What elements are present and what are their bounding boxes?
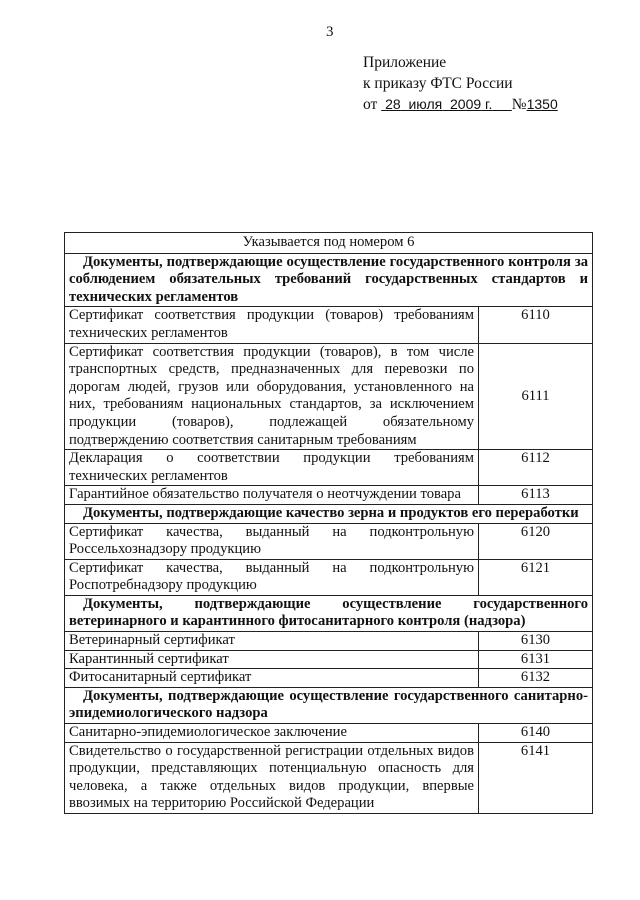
table-row [65,343,593,450]
document-code: 6131 [479,650,593,669]
table-row [65,307,593,343]
table-row [65,523,593,559]
appendix-date-line [363,94,558,115]
section-title: Документы, подтверждающие осуществление государственного контроля за соблюдением обязательных требований государственных стандартов и технических регламентов [65,253,593,307]
table-row [65,669,593,688]
date-suffix: г. [485,96,493,112]
document-name: Сертификат соответствия продукции (товаров) требованиям технических регламентов [65,307,479,343]
document-name: Свидетельство о государственной регистрации отдельных видов продукции, представляющих потенциальную опасность для человека, а также отдельных видов продукции, впервые ввозимых на территорию Российской Федерации [65,742,479,813]
document-name: Санитарно-эпидемиологическое заключение [65,724,479,743]
table-row [65,724,593,743]
table-row [65,486,593,505]
section-title: Документы, подтверждающие осуществление государственного санитарно-эпидемиологического надзора [65,687,593,723]
section-header-row [65,253,593,307]
document-code: 6120 [479,523,593,559]
document-code: 6110 [479,307,593,343]
table-row [65,559,593,595]
document-codes-table [64,232,593,814]
order-date [381,96,512,112]
document-code: 6130 [479,632,593,651]
number-sign: № [511,96,527,113]
document-code: 6112 [479,450,593,486]
table-row [65,650,593,669]
document-code: 6113 [479,486,593,505]
section-header-row [65,504,593,523]
table-caption-row [65,233,593,254]
document-name: Сертификат качества, выданный на подконтрольную Россельхознадзору продукцию [65,523,479,559]
table-caption: Указывается под номером 6 [65,233,593,254]
order-number: 1350 [526,96,558,112]
from-label: от [363,96,378,113]
appendix-order: к приказу ФТС России [363,75,513,92]
table-row [65,450,593,486]
table-row [65,632,593,651]
document-name: Ветеринарный сертификат [65,632,479,651]
document-name: Гарантийное обязательство получателя о неотчуждении товара [65,486,479,505]
appendix-title: Приложение [363,54,447,71]
appendix-header [363,52,558,115]
document-name: Сертификат соответствия продукции (товаров), в том числе транспортных средств, предназначенных для перевозки по дорогам людей, грузов или оборудования, установленного на них, требованиям национальных стандартов, за исключением продукции (товаров), подлежащей обязательному подтверждению соответствия санитарным требованиям [65,343,479,450]
section-title: Документы, подтверждающие осуществление государственного ветеринарного и карантинного фитосанитарного контроля (надзора) [65,595,593,631]
date-day: 28 [385,96,401,112]
document-code: 6132 [479,669,593,688]
date-month: июля [408,96,443,112]
section-title: Документы, подтверждающие качество зерна и продуктов его переработки [65,504,593,523]
document-name: Декларация о соответствии продукции требованиям технических регламентов [65,450,479,486]
document-name: Карантинный сертификат [65,650,479,669]
document-name: Сертификат качества, выданный на подконтрольную Роспотребнадзору продукцию [65,559,479,595]
document-code: 6140 [479,724,593,743]
document-code: 6111 [479,343,593,450]
date-year: 2009 [450,96,482,112]
table-row [65,742,593,813]
section-header-row [65,595,593,631]
document-code: 6141 [479,742,593,813]
page-number: 3 [326,24,334,40]
document-name: Фитосанитарный сертификат [65,669,479,688]
section-header-row [65,687,593,723]
document-code: 6121 [479,559,593,595]
